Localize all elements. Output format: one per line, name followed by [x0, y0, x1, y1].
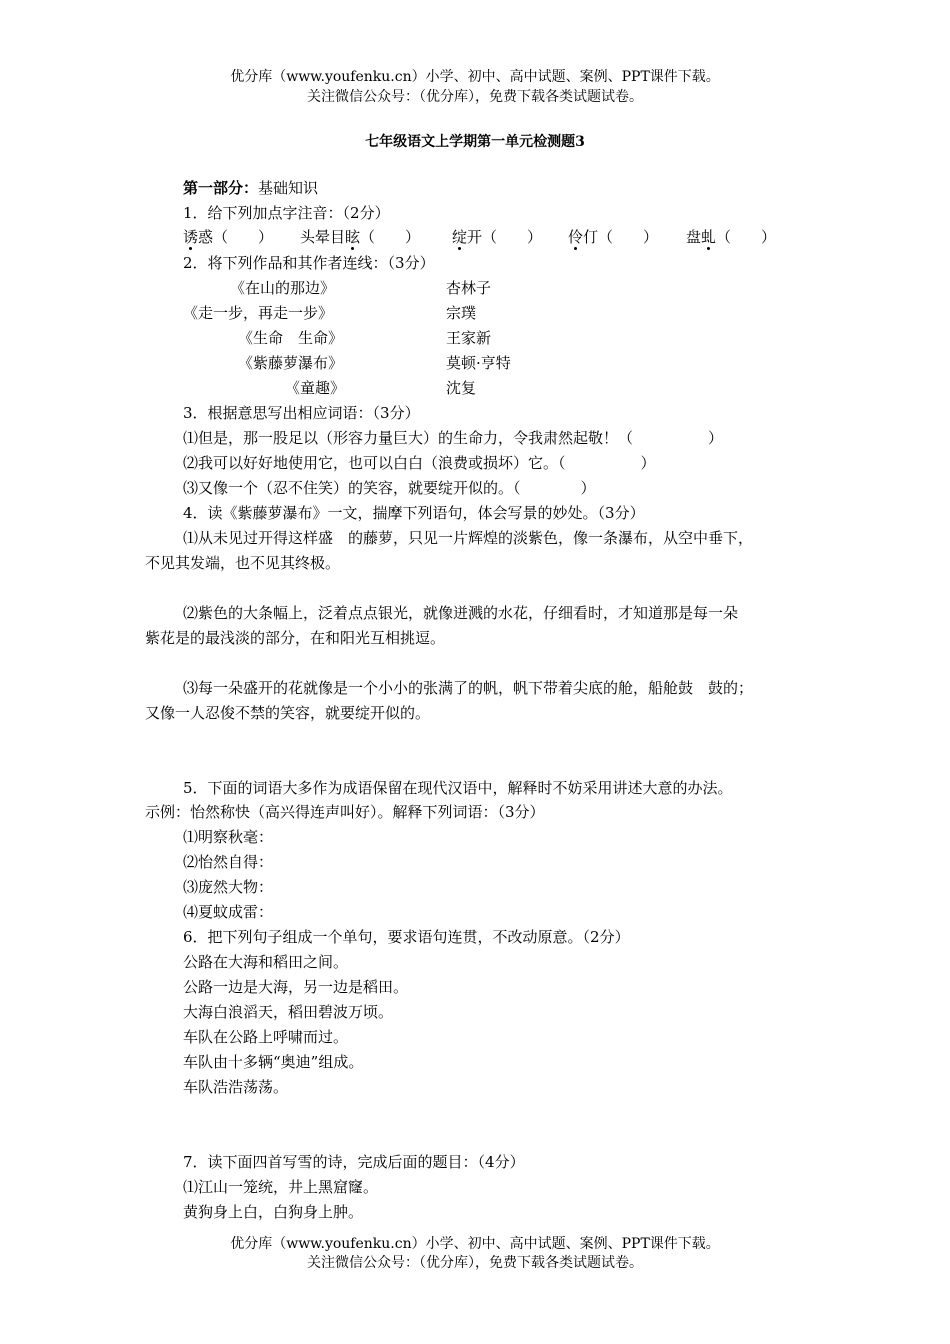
q2-stem: 2．将下列作品和其作者连线：（3分）: [183, 254, 435, 272]
q5-item: ⑶庞然大物：: [183, 878, 274, 896]
q2-author: 莫顿·亨特: [446, 354, 511, 372]
q7-poem-line: 黄狗身上白，白狗身上肿。: [183, 1203, 364, 1221]
q2-work: 《在山的那边》: [230, 279, 336, 297]
q2-work: 《紫藤萝瀑布》: [238, 354, 344, 372]
q1-item: 绽开（ ）: [452, 228, 543, 246]
q4-item-line: ⑴从未见过开得这样盛 的藤萝，只见一片辉煌的淡紫色，像一条瀑布，从空中垂下，: [183, 529, 754, 547]
q6-sentence: 车队在公路上呼啸而过。: [183, 1028, 349, 1046]
q5-example: 示例：怡然称快（高兴得连声叫好）。解释下列词语：（3分）: [145, 803, 545, 821]
q2-author: 宗璞: [446, 304, 477, 322]
q4-item-line: ⑶每一朵盛开的花就像是一个小小的张满了的帆，帆下带着尖底的舱，船舱鼓 鼓的；: [183, 679, 754, 697]
footer-line-2: 关注微信公众号：（优分库），免费下载各类试题试卷。: [307, 1255, 643, 1271]
q3-item: ⑵我可以好好地使用它，也可以白白（浪费或损坏）它。（ ）: [183, 454, 656, 472]
emphasis-dot-char: 绽: [452, 228, 468, 246]
part-name: 基础知识: [258, 179, 319, 197]
q2-work: 《童趣》: [285, 379, 346, 397]
q1-item: 盘虬（ ）: [686, 228, 777, 246]
q4-stem: 4．读《紫藤萝瀑布》一文，揣摩下列语句，体会写景的妙处。（3分）: [183, 504, 645, 522]
q2-author: 杏林子: [446, 279, 492, 297]
header-line-1: 优分库（www.youfenku.cn）小学、初中、高中试题、案例、PPT课件下载。: [230, 69, 720, 85]
q7-stem: 7．读下面四首写雪的诗，完成后面的题目：（4分）: [183, 1153, 525, 1171]
q1-stem: 1．给下列加点字注音：（2分）: [183, 204, 390, 222]
q2-author: 沈复: [446, 379, 477, 397]
q5-stem: 5．下面的词语大多作为成语保留在现代汉语中，解释时不妨采用讲述大意的办法。: [183, 779, 733, 797]
q6-sentence: 车队浩浩荡荡。: [183, 1078, 289, 1096]
q6-sentence: 大海白浪滔天，稻田碧波万顷。: [183, 1003, 394, 1021]
q5-item: ⑴明察秋毫：: [183, 828, 274, 846]
q3-item: ⑴但是，那一股足以（形容力量巨大）的生命力，令我肃然起敬！（ ）: [183, 429, 724, 447]
q2-work: 《生命 生命》: [238, 329, 344, 347]
emphasis-dot-char: 眩: [345, 228, 361, 246]
emphasis-dot-char: 虬: [701, 228, 717, 246]
q4-item-line: 又像一人忍俊不禁的笑容，就要绽开似的。: [145, 704, 431, 722]
q6-sentence: 公路在大海和稻田之间。: [183, 953, 349, 971]
footer-line-1: 优分库（www.youfenku.cn）小学、初中、高中试题、案例、PPT课件下载。: [230, 1236, 720, 1252]
emphasis-dot-char: 诱: [183, 228, 199, 246]
q5-item: ⑵怡然自得：: [183, 853, 274, 871]
q2-work: 《走一步，再走一步》: [183, 304, 334, 322]
q4-item-line: 紫花是的最浅淡的部分，在和阳光互相挑逗。: [145, 629, 446, 647]
page-title: 七年级语文上学期第一单元检测题3: [365, 134, 585, 150]
emphasis-dot-char: 伶: [568, 228, 584, 246]
q3-stem: 3．根据意思写出相应词语：（3分）: [183, 404, 420, 422]
q6-sentence: 车队由十多辆“奥迪”组成。: [183, 1053, 364, 1071]
q1-item: 头晕目眩（ ）: [300, 228, 421, 246]
q7-poem-line: ⑴江山一笼统，井上黑窟窿。: [183, 1178, 379, 1196]
header-line-2: 关注微信公众号：（优分库），免费下载各类试题试卷。: [307, 89, 643, 105]
q5-item: ⑷夏蚊成雷：: [183, 903, 274, 921]
q4-item-line: ⑵紫色的大条幅上，泛着点点银光，就像迸溅的水花，仔细看时，才知道那是每一朵: [183, 604, 739, 622]
part-label: 第一部分：: [183, 179, 259, 197]
part-heading: [183, 177, 318, 198]
q2-author: 王家新: [446, 329, 492, 347]
q6-stem: 6．把下列句子组成一个单句，要求语句连贯，不改动原意。（2分）: [183, 928, 630, 946]
q1-item: 诱惑（ ）: [183, 228, 274, 246]
q4-item-line: 不见其发端，也不见其终极。: [145, 554, 341, 572]
q1-item: 伶仃（ ）: [568, 228, 659, 246]
q3-item: ⑶又像一个（忍不住笑）的笑容，就要绽开似的。（ ）: [183, 479, 596, 497]
q6-sentence: 公路一边是大海，另一边是稻田。: [183, 978, 409, 996]
